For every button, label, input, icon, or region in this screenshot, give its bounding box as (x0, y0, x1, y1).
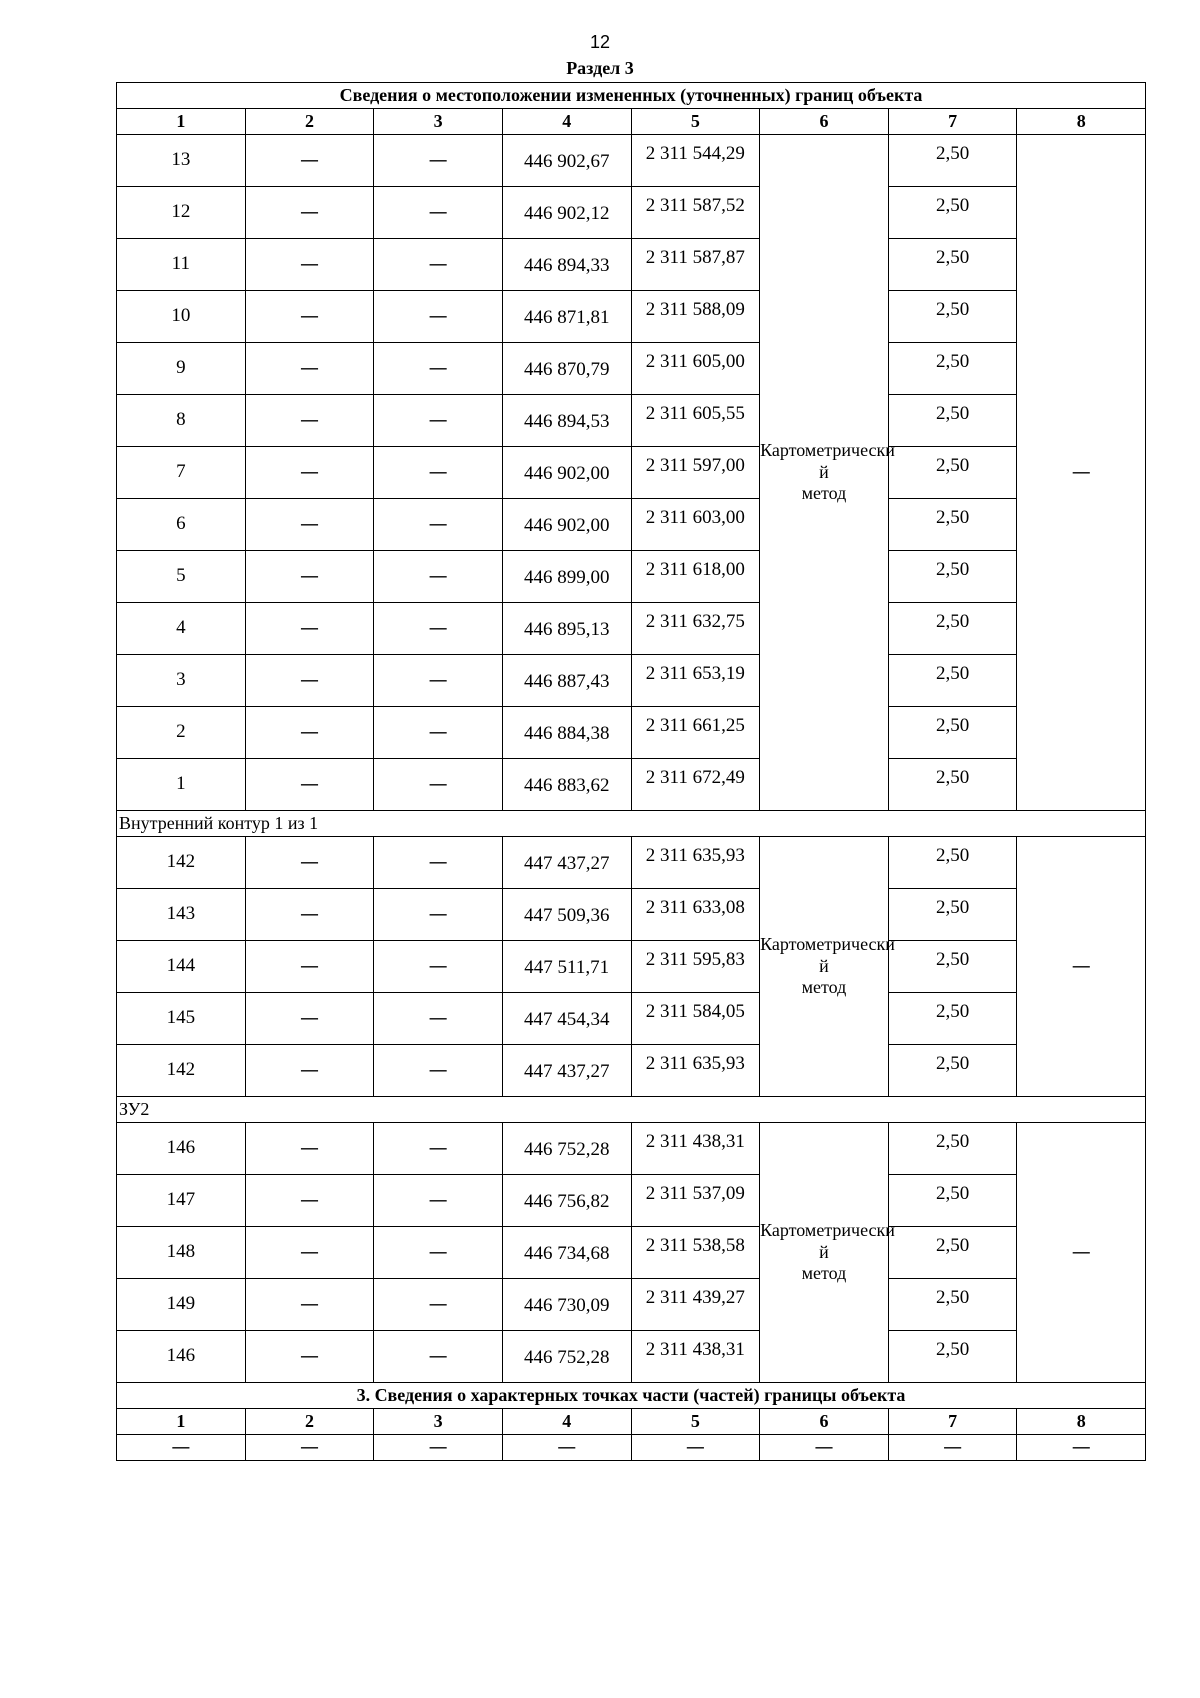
accuracy (888, 135, 1017, 187)
method-text: Картометрически (760, 440, 895, 461)
table-row (117, 837, 1146, 889)
coord-x (502, 1279, 631, 1331)
coord-x (502, 889, 631, 941)
coord-x (502, 655, 631, 707)
coord-x-value: 446 884,38 (523, 723, 610, 745)
coord-x (502, 551, 631, 603)
dash-cell: — (502, 1435, 631, 1461)
coord-y-value: 2 311 584,05 (645, 1001, 745, 1023)
method-text: й (819, 955, 829, 976)
dash-cell: — (374, 759, 503, 811)
accuracy-value: 2,50 (935, 455, 970, 477)
coord-x (502, 1045, 631, 1097)
coord-x-value: 446 902,00 (523, 463, 610, 485)
accuracy-value: 2,50 (935, 1287, 970, 1309)
dash-cell: — (245, 1331, 374, 1383)
dash-cell: — (245, 707, 374, 759)
coord-x (502, 1123, 631, 1175)
coord-x-value: 446 734,68 (523, 1243, 610, 1265)
coord-x-value: 446 752,28 (523, 1347, 610, 1369)
dash-cell: — (374, 1331, 503, 1383)
point-number: 10 (117, 291, 246, 343)
point-number: 7 (117, 447, 246, 499)
dash-cell: — (245, 1175, 374, 1227)
coord-y (631, 889, 760, 941)
column-number: 4 (502, 109, 631, 135)
coord-x-value: 446 894,33 (523, 255, 610, 277)
coord-y-value: 2 311 618,00 (645, 559, 745, 581)
coord-y-value: 2 311 588,09 (645, 299, 745, 321)
point-number: 13 (117, 135, 246, 187)
accuracy-value: 2,50 (935, 559, 970, 581)
dash-cell: — (374, 603, 503, 655)
coord-x-value: 446 899,00 (523, 567, 610, 589)
table-row (117, 993, 1146, 1045)
table-row (117, 291, 1146, 343)
accuracy (888, 1175, 1017, 1227)
accuracy (888, 993, 1017, 1045)
contour-label: ЗУ2 (117, 1097, 1146, 1123)
dash-cell: — (374, 655, 503, 707)
accuracy-value: 2,50 (935, 507, 970, 529)
coord-x-value: 446 871,81 (523, 307, 610, 329)
dash-cell: — (245, 1435, 374, 1461)
boundary-points-table (116, 82, 1146, 1461)
coord-x-value: 446 894,53 (523, 411, 610, 433)
method-cell (760, 837, 895, 1097)
point-number: 142 (117, 1045, 246, 1097)
point-number: 1 (117, 759, 246, 811)
dash-cell: — (888, 1435, 1017, 1461)
accuracy (888, 239, 1017, 291)
accuracy-value: 2,50 (935, 1053, 970, 1075)
accuracy (888, 499, 1017, 551)
dash-cell: — (245, 1279, 374, 1331)
dash-cell: — (245, 1227, 374, 1279)
accuracy (888, 889, 1017, 941)
accuracy-value: 2,50 (935, 1183, 970, 1205)
column-number: 4 (502, 1409, 631, 1435)
point-number: 8 (117, 395, 246, 447)
coord-y (631, 941, 760, 993)
column-number: 7 (888, 1409, 1017, 1435)
point-number: 144 (117, 941, 246, 993)
accuracy (888, 603, 1017, 655)
coord-x-value: 446 756,82 (523, 1191, 610, 1213)
accuracy-value: 2,50 (935, 1235, 970, 1257)
accuracy (888, 187, 1017, 239)
dash-cell: — (374, 1227, 503, 1279)
accuracy-value: 2,50 (935, 949, 970, 971)
coord-y (631, 343, 760, 395)
column-number: 3 (374, 109, 503, 135)
dash-cell: — (245, 187, 374, 239)
coord-y-value: 2 311 538,58 (645, 1235, 745, 1257)
coord-x-value: 446 752,28 (523, 1139, 610, 1161)
coord-x (502, 1175, 631, 1227)
table-row (117, 655, 1146, 707)
coord-y-value: 2 311 438,31 (645, 1339, 745, 1361)
method-text: метод (801, 1263, 847, 1284)
dash-cell: — (1017, 837, 1146, 1097)
coord-y-value: 2 311 605,00 (645, 351, 745, 373)
coord-x (502, 343, 631, 395)
accuracy-value: 2,50 (935, 1131, 970, 1153)
accuracy-value: 2,50 (935, 1001, 970, 1023)
dash-cell: — (374, 291, 503, 343)
coord-y (631, 1279, 760, 1331)
page-number: 12 (589, 32, 611, 52)
dash-cell: — (374, 395, 503, 447)
point-number: 6 (117, 499, 246, 551)
dash-cell: — (245, 135, 374, 187)
coord-x-value: 446 883,62 (523, 775, 610, 797)
table-row (117, 1227, 1146, 1279)
accuracy-value: 2,50 (935, 299, 970, 321)
table-row (117, 499, 1146, 551)
accuracy-value: 2,50 (935, 247, 970, 269)
method-cell (760, 1123, 895, 1383)
dash-cell: — (1017, 135, 1146, 811)
accuracy (888, 941, 1017, 993)
dash-cell: — (117, 1435, 246, 1461)
coord-x (502, 941, 631, 993)
point-number: 148 (117, 1227, 246, 1279)
dash-cell: — (245, 655, 374, 707)
dash-cell: — (760, 1435, 889, 1461)
accuracy-value: 2,50 (935, 663, 970, 685)
column-number: 6 (760, 1409, 889, 1435)
table-row (117, 1279, 1146, 1331)
dash-cell: — (374, 1435, 503, 1461)
coord-y (631, 837, 760, 889)
coord-y (631, 187, 760, 239)
coord-y-value: 2 311 544,29 (645, 143, 745, 165)
coord-x-value: 447 509,36 (523, 905, 610, 927)
table-row (117, 447, 1146, 499)
table-row (117, 343, 1146, 395)
coord-y-value: 2 311 597,00 (645, 455, 745, 477)
coord-x (502, 837, 631, 889)
dash-cell: — (374, 499, 503, 551)
point-number: 146 (117, 1331, 246, 1383)
accuracy (888, 1279, 1017, 1331)
coord-y-value: 2 311 605,55 (645, 403, 745, 425)
dash-cell: — (374, 343, 503, 395)
dash-cell: — (374, 1045, 503, 1097)
coord-y-value: 2 311 672,49 (645, 767, 745, 789)
point-number: 3 (117, 655, 246, 707)
table-row (117, 551, 1146, 603)
coord-y-value: 2 311 635,93 (645, 1053, 745, 1075)
dash-cell: — (374, 135, 503, 187)
coord-y-value: 2 311 635,93 (645, 845, 745, 867)
coord-x-value: 446 902,00 (523, 515, 610, 537)
dash-cell: — (245, 837, 374, 889)
coord-y-value: 2 311 537,09 (645, 1183, 745, 1205)
dash-cell: — (245, 993, 374, 1045)
coord-x (502, 1331, 631, 1383)
table-row (117, 1045, 1146, 1097)
coord-y-value: 2 311 587,52 (645, 195, 745, 217)
accuracy-value: 2,50 (935, 195, 970, 217)
accuracy (888, 655, 1017, 707)
table-title: Сведения о местоположении измененных (уточненных) границ объекта (117, 83, 1146, 109)
dash-cell: — (245, 239, 374, 291)
dash-cell: — (245, 551, 374, 603)
column-number: 8 (1017, 1409, 1146, 1435)
accuracy-value: 2,50 (935, 1339, 970, 1361)
accuracy-value: 2,50 (935, 897, 970, 919)
dash-cell: — (245, 291, 374, 343)
column-number: 3 (374, 1409, 503, 1435)
coord-x-value: 446 870,79 (523, 359, 610, 381)
accuracy-value: 2,50 (935, 767, 970, 789)
point-number: 146 (117, 1123, 246, 1175)
accuracy (888, 1123, 1017, 1175)
coord-y (631, 655, 760, 707)
dash-cell: — (374, 941, 503, 993)
accuracy (888, 1227, 1017, 1279)
table-row (117, 1175, 1146, 1227)
coord-x (502, 447, 631, 499)
accuracy (888, 395, 1017, 447)
column-number: 7 (888, 109, 1017, 135)
method-text: й (819, 1241, 829, 1262)
coord-x (502, 993, 631, 1045)
dash-cell: — (245, 1045, 374, 1097)
method-text: Картометрически (760, 1220, 895, 1241)
coord-x (502, 603, 631, 655)
point-number: 9 (117, 343, 246, 395)
point-number: 2 (117, 707, 246, 759)
coord-y (631, 239, 760, 291)
accuracy (888, 447, 1017, 499)
column-number: 6 (760, 109, 889, 135)
accuracy (888, 837, 1017, 889)
point-number: 149 (117, 1279, 246, 1331)
accuracy (888, 707, 1017, 759)
accuracy-value: 2,50 (935, 351, 970, 373)
column-number: 1 (117, 109, 246, 135)
table-row (117, 707, 1146, 759)
coord-y-value: 2 311 438,31 (645, 1131, 745, 1153)
dash-cell: — (1017, 1435, 1146, 1461)
dash-cell: — (245, 759, 374, 811)
coord-y-value: 2 311 439,27 (645, 1287, 745, 1309)
accuracy-value: 2,50 (935, 715, 970, 737)
dash-cell: — (374, 551, 503, 603)
accuracy-value: 2,50 (935, 143, 970, 165)
dash-cell: — (245, 343, 374, 395)
table-row (117, 941, 1146, 993)
point-number: 145 (117, 993, 246, 1045)
table-row (117, 603, 1146, 655)
coord-y (631, 1227, 760, 1279)
coord-x-value: 447 437,27 (523, 853, 610, 875)
coord-x (502, 707, 631, 759)
coord-y-value: 2 311 653,19 (645, 663, 745, 685)
dash-cell: — (1017, 1123, 1146, 1383)
coord-y-value: 2 311 587,87 (645, 247, 745, 269)
coord-x (502, 239, 631, 291)
coord-y (631, 993, 760, 1045)
coord-x-value: 446 895,13 (523, 619, 610, 641)
column-number: 8 (1017, 109, 1146, 135)
table-row (117, 239, 1146, 291)
column-number: 2 (245, 109, 374, 135)
accuracy-value: 2,50 (935, 403, 970, 425)
coord-x-value: 447 454,34 (523, 1009, 610, 1031)
column-number: 1 (117, 1409, 246, 1435)
parts-title: 3. Сведения о характерных точках части (частей) границы объекта (117, 1383, 1146, 1409)
coord-y (631, 1331, 760, 1383)
point-number: 4 (117, 603, 246, 655)
contour-label: Внутренний контур 1 из 1 (117, 811, 1146, 837)
coord-y (631, 603, 760, 655)
coord-y (631, 1045, 760, 1097)
column-number: 5 (631, 109, 760, 135)
method-text: метод (801, 977, 847, 998)
coord-y-value: 2 311 661,25 (645, 715, 745, 737)
accuracy (888, 1045, 1017, 1097)
coord-x (502, 187, 631, 239)
coord-y (631, 291, 760, 343)
coord-y (631, 447, 760, 499)
coord-y-value: 2 311 632,75 (645, 611, 745, 633)
coord-y-value: 2 311 595,83 (645, 949, 745, 971)
accuracy (888, 343, 1017, 395)
method-text: й (819, 461, 829, 482)
point-number: 11 (117, 239, 246, 291)
dash-cell: — (374, 837, 503, 889)
table-row (117, 395, 1146, 447)
dash-cell: — (245, 889, 374, 941)
table-row (117, 889, 1146, 941)
coord-x-value: 446 902,12 (523, 203, 610, 225)
table-row (117, 135, 1146, 187)
dash-cell: — (374, 1175, 503, 1227)
coord-y (631, 1123, 760, 1175)
table-row (117, 1331, 1146, 1383)
dash-cell: — (374, 239, 503, 291)
coord-x (502, 759, 631, 811)
method-text: Картометрически (760, 934, 895, 955)
dash-cell: — (245, 1123, 374, 1175)
coord-x-value: 446 730,09 (523, 1295, 610, 1317)
coord-y-value: 2 311 603,00 (645, 507, 745, 529)
method-cell (760, 135, 895, 811)
point-number: 143 (117, 889, 246, 941)
table-row (117, 187, 1146, 239)
point-number: 147 (117, 1175, 246, 1227)
dash-cell: — (245, 499, 374, 551)
point-number: 142 (117, 837, 246, 889)
accuracy (888, 551, 1017, 603)
coord-x-value: 446 887,43 (523, 671, 610, 693)
dash-cell: — (374, 1123, 503, 1175)
dash-cell: — (374, 707, 503, 759)
coord-y-value: 2 311 633,08 (645, 897, 745, 919)
coord-y (631, 395, 760, 447)
column-number: 2 (245, 1409, 374, 1435)
accuracy (888, 759, 1017, 811)
coord-x-value: 446 902,67 (523, 151, 610, 173)
dash-cell: — (245, 395, 374, 447)
table-row (117, 1123, 1146, 1175)
coord-x (502, 1227, 631, 1279)
coord-x (502, 499, 631, 551)
dash-cell: — (245, 941, 374, 993)
dash-cell: — (374, 889, 503, 941)
coord-y (631, 707, 760, 759)
dash-cell: — (374, 1279, 503, 1331)
coord-x (502, 291, 631, 343)
coord-y (631, 1175, 760, 1227)
point-number: 12 (117, 187, 246, 239)
section-title: Раздел 3 (566, 58, 634, 78)
coord-x (502, 395, 631, 447)
dash-cell: — (374, 993, 503, 1045)
dash-cell: — (245, 603, 374, 655)
method-text: метод (801, 483, 847, 504)
coord-y (631, 759, 760, 811)
accuracy-value: 2,50 (935, 611, 970, 633)
accuracy-value: 2,50 (935, 845, 970, 867)
coord-x-value: 447 437,27 (523, 1061, 610, 1083)
dash-cell: — (374, 447, 503, 499)
coord-y (631, 135, 760, 187)
coord-x-value: 447 511,71 (524, 957, 610, 979)
accuracy (888, 1331, 1017, 1383)
point-number: 5 (117, 551, 246, 603)
dash-cell: — (374, 187, 503, 239)
dash-cell: — (245, 447, 374, 499)
accuracy (888, 291, 1017, 343)
dash-cell: — (631, 1435, 760, 1461)
table-row (117, 759, 1146, 811)
coord-x (502, 135, 631, 187)
column-number: 5 (631, 1409, 760, 1435)
coord-y (631, 551, 760, 603)
coord-y (631, 499, 760, 551)
